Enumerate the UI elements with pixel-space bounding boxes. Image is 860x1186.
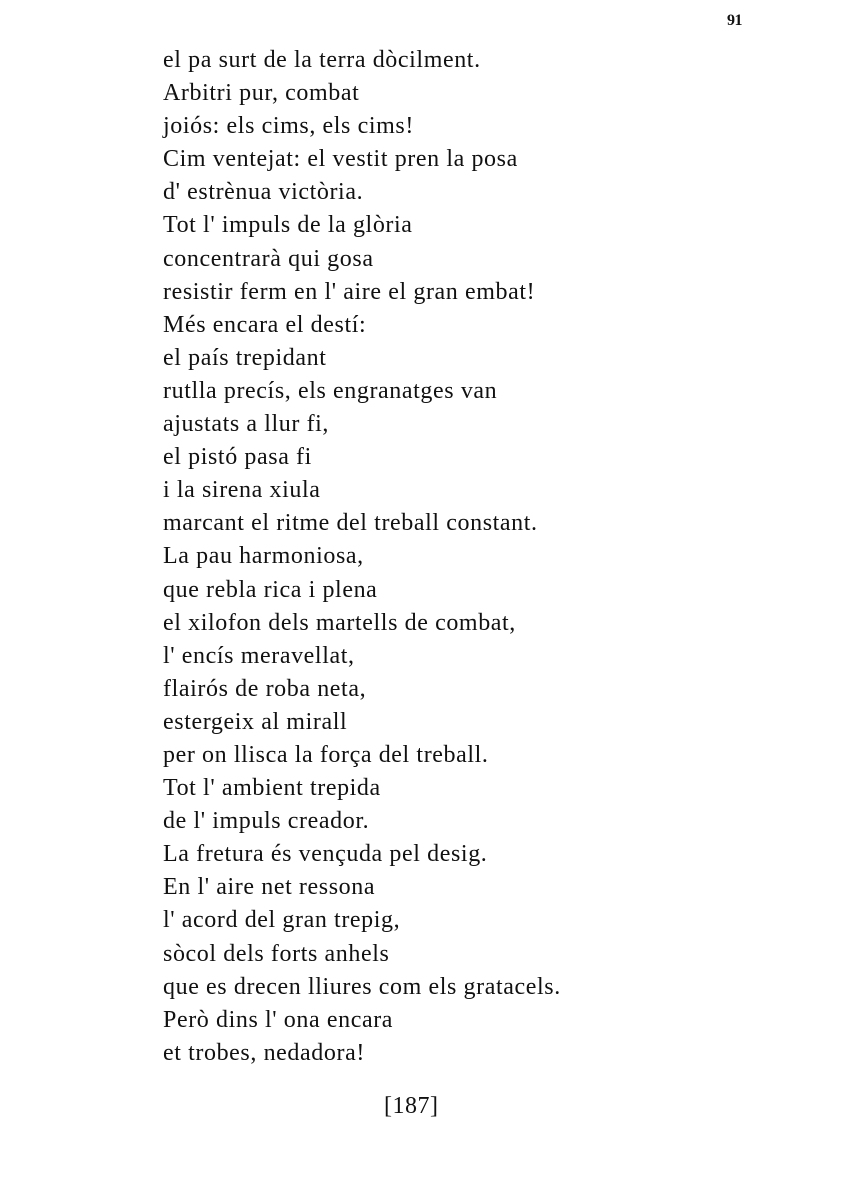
poem-line: Més encara el destí: bbox=[163, 311, 367, 338]
poem-line: que es drecen lliures com els gratacels. bbox=[163, 973, 561, 1000]
poem-line: l' encís meravellat, bbox=[163, 642, 355, 669]
poem-line: La pau harmoniosa, bbox=[163, 543, 364, 570]
poem-line: Arbitri pur, combat bbox=[163, 80, 360, 107]
poem-line: el pistó pasa fi bbox=[163, 444, 312, 471]
poem-line: Cim ventejat: el vestit pren la posa bbox=[163, 146, 518, 173]
poem-line: d' estrènua victòria. bbox=[163, 179, 364, 206]
poem-line: l' acord del gran trepig, bbox=[163, 907, 401, 934]
poem-line: resistir ferm en l' aire el gran embat! bbox=[163, 278, 536, 305]
poem-line: el xilofon dels martells de combat, bbox=[163, 609, 516, 636]
poem-line: La fretura és vençuda pel desig. bbox=[163, 841, 488, 868]
poem-text bbox=[163, 44, 561, 1070]
poem-line: el país trepidant bbox=[163, 344, 327, 371]
poem-line: flairós de roba neta, bbox=[163, 675, 367, 702]
folio-mark: 91 bbox=[727, 12, 742, 29]
poem-line: sòcol dels forts anhels bbox=[163, 940, 390, 967]
poem-line: concentrarà qui gosa bbox=[163, 245, 374, 272]
poem-line: i la sirena xiula bbox=[163, 477, 321, 504]
poem-line: et trobes, nedadora! bbox=[163, 1039, 365, 1066]
poem-line: Tot l' impuls de la glòria bbox=[163, 212, 413, 239]
poem-line: que rebla rica i plena bbox=[163, 576, 378, 603]
page-number: [187] bbox=[384, 1093, 439, 1119]
poem-line: estergeix al mirall bbox=[163, 708, 348, 735]
poem-line: rutlla precís, els engranatges van bbox=[163, 377, 498, 404]
poem-line: el pa surt de la terra dòcilment. bbox=[163, 47, 481, 73]
poem-line: Però dins l' ona encara bbox=[163, 1006, 394, 1033]
poem-line: ajustats a llur fi, bbox=[163, 411, 330, 438]
poem-line: joiós: els cims, els cims! bbox=[163, 113, 414, 140]
poem-line: per on llisca la força del treball. bbox=[163, 741, 489, 768]
poem-line: Tot l' ambient trepida bbox=[163, 775, 381, 802]
poem-line: marcant el ritme del treball constant. bbox=[163, 510, 538, 537]
poem-line: de l' impuls creador. bbox=[163, 808, 370, 835]
poem-line: En l' aire net ressona bbox=[163, 874, 376, 901]
